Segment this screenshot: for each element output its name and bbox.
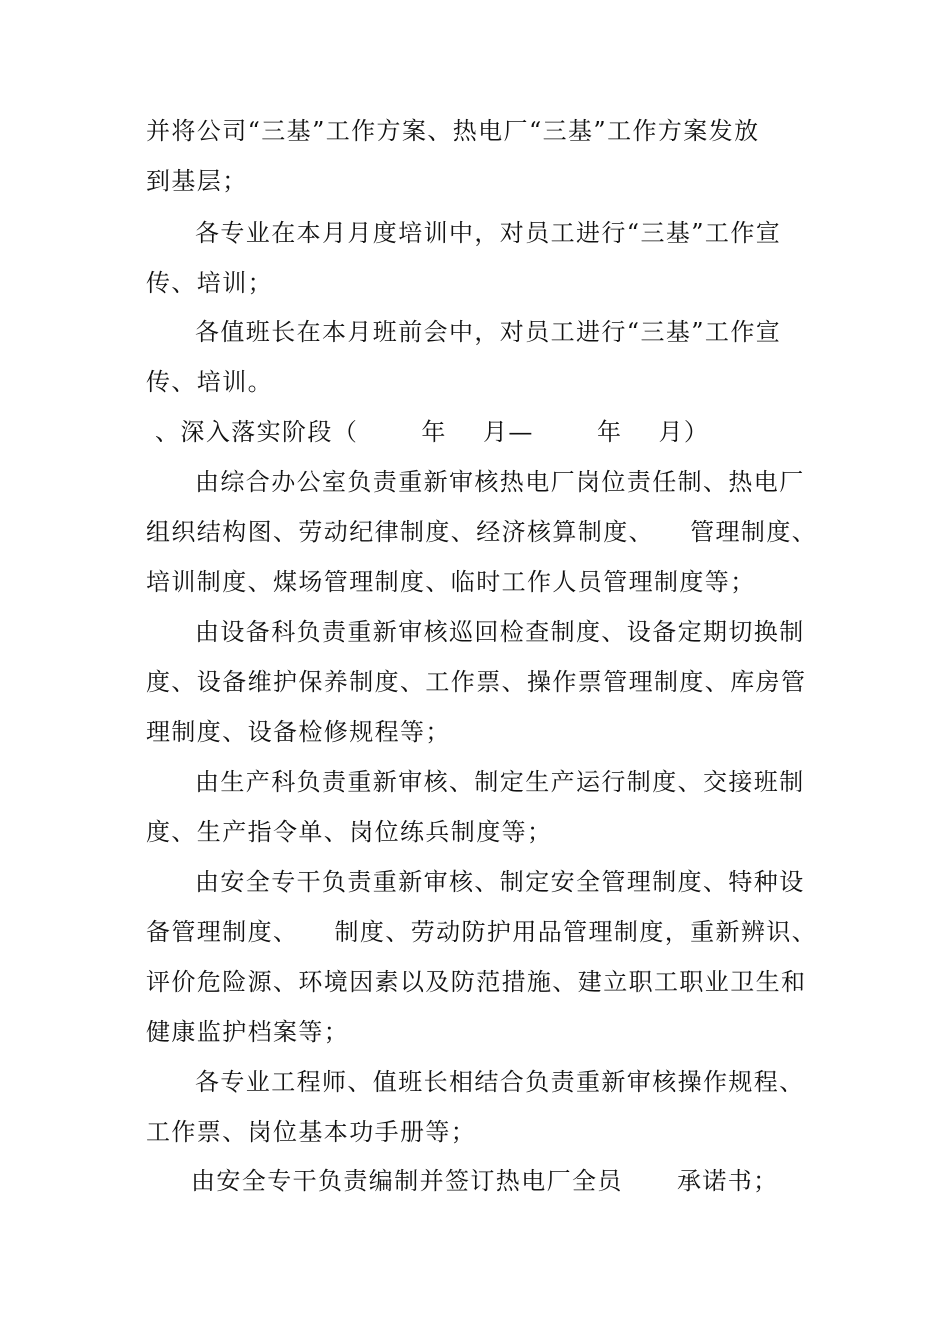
text-line: 并将公司“三基”工作方案、热电厂“三基”工作方案发放: [146, 117, 760, 145]
text-line: 组织结构图、劳动纪律制度、经济核算制度、 管理制度、: [146, 518, 818, 546]
text-line: 度、设备维护保养制度、工作票、操作票管理制度、库房管: [146, 668, 807, 696]
text-line: 培训制度、煤场管理制度、临时工作人员管理制度等；: [146, 568, 756, 596]
text-line: 健康监护档案等；: [146, 1018, 350, 1046]
text-line: 评价危险源、环境因素以及防范措施、建立职工职业卫生和: [146, 968, 807, 996]
text-line: 工作票、岗位基本功手册等；: [146, 1118, 477, 1146]
text-line: 由安全专干负责重新审核、制定安全管理制度、特种设: [195, 868, 805, 896]
text-line: 传、培训。: [146, 368, 273, 396]
section-heading: 、深入落实阶段（ 年 月— 年 月）: [146, 418, 710, 446]
text-line: 由生产科负责重新审核、制定生产运行制度、交接班制: [195, 768, 805, 796]
text-line: 理制度、设备检修规程等；: [146, 718, 451, 746]
text-line: 备管理制度、 制度、劳动防护用品管理制度，重新辨识、: [146, 918, 818, 946]
text-line: 到基层；: [146, 167, 248, 195]
text-line: 各专业在本月月度培训中，对员工进行“三基”工作宣: [195, 219, 782, 247]
text-line: 由设备科负责重新审核巡回检查制度、设备定期切换制: [195, 618, 805, 646]
text-line: 度、生产指令单、岗位练兵制度等；: [146, 818, 553, 846]
text-line: 由安全专干负责编制并签订热电厂全员 承诺书；: [191, 1167, 779, 1195]
text-line: 由综合办公室负责重新审核热电厂岗位责任制、热电厂: [195, 468, 805, 496]
text-line: 各值班长在本月班前会中，对员工进行“三基”工作宣: [195, 318, 782, 346]
text-line: 传、培训；: [146, 269, 273, 297]
text-line: 各专业工程师、值班长相结合负责重新审核操作规程、: [195, 1068, 805, 1096]
